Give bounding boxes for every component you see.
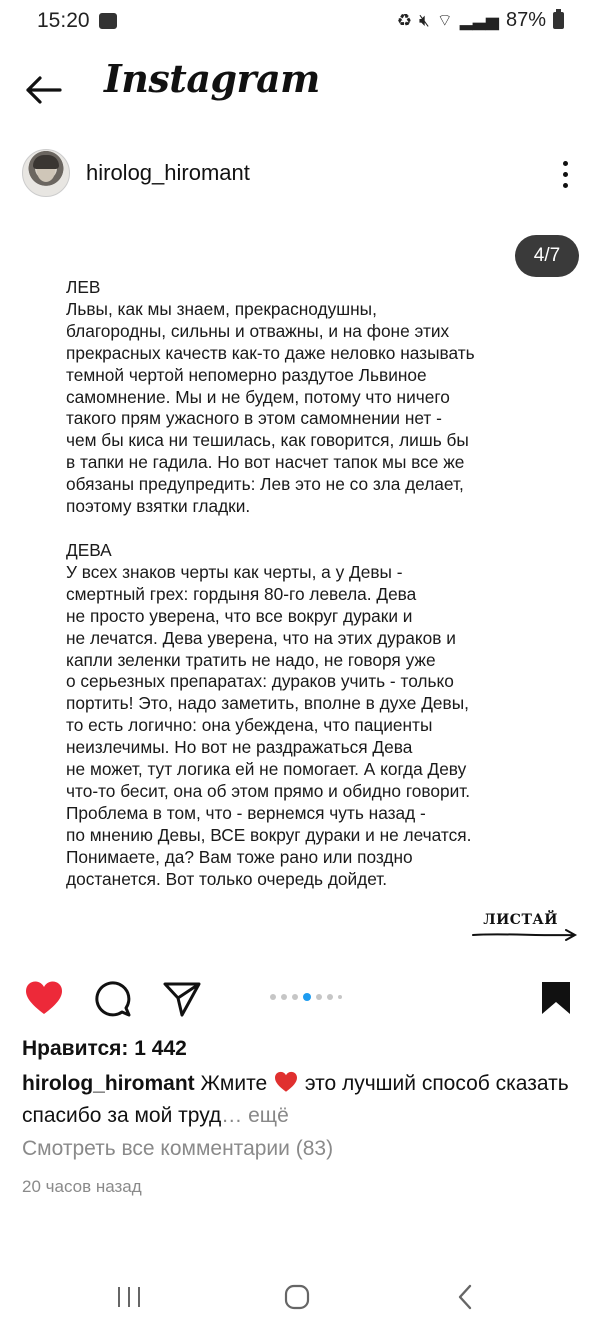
text-line: чем бы киса ни тешилась, как говорится, лишь бы <box>66 430 469 451</box>
section-heading: ДЕВА <box>66 539 112 560</box>
heart-icon[interactable] <box>24 980 64 1016</box>
recent-apps-icon[interactable] <box>116 1285 142 1309</box>
caption-text-start: Жмите <box>200 1072 268 1095</box>
carousel-dot <box>327 994 333 1000</box>
carousel-dot <box>338 995 342 999</box>
post-timestamp: 20 часов назад <box>22 1177 142 1196</box>
heart-emoji-icon <box>273 1071 299 1093</box>
section-heading: ЛЕВ <box>66 277 101 297</box>
text-line: в тапки не гадила. Но вот насчет тапок мы все же <box>66 452 465 473</box>
caption-text-end: это лучший способ сказать спасибо за мой труд <box>22 1072 569 1127</box>
instagram-logo: Instagram <box>104 56 320 101</box>
carousel-dot <box>281 994 287 1000</box>
text-line: самомнение. Мы и не будем, потому что ничего <box>66 386 450 407</box>
avatar-hair <box>33 155 59 169</box>
arrow-left-icon[interactable] <box>22 70 66 110</box>
carousel-dots <box>270 993 342 1001</box>
more-options-icon[interactable] <box>555 158 575 188</box>
text-line: обязаны предупредить: Лев это не со зла делает, <box>66 474 464 495</box>
text-line: смертный грех: гордыня 80-го левела. Дева <box>66 583 417 604</box>
text-line: то есть логично: она убеждена, что пациенты <box>66 715 433 736</box>
home-icon[interactable] <box>283 1283 311 1311</box>
avatar[interactable] <box>22 149 70 197</box>
back-icon[interactable] <box>455 1283 475 1311</box>
text-line: о серьезных препаратах: дураков учить - только <box>66 671 454 692</box>
text-line: прекрасных качеств как-то даже неловко называть <box>66 342 475 363</box>
swipe-label: ЛИСТАЙ <box>483 912 558 928</box>
caption-more-link[interactable]: ещё <box>248 1104 289 1127</box>
battery-percent: 87% <box>505 9 546 31</box>
view-comments-link[interactable]: Смотреть все комментарии (83) <box>22 1137 334 1160</box>
text-line: по мнению Девы, ВСЕ вокруг дураки и не лечатся. <box>66 824 472 845</box>
text-line: Львы, как мы знаем, прекраснодушны, <box>66 298 377 319</box>
section-lev <box>66 277 546 518</box>
text-line: достанется. Вот только очередь дойдет. <box>66 868 388 889</box>
mute-icon: 🔇︎ <box>419 11 430 30</box>
text-line: неизлечимы. Но вот не раздражаться Дева <box>66 737 413 758</box>
swipe-hint <box>470 910 580 944</box>
arrow-right-icon <box>470 928 578 942</box>
text-line: Проблема в том, что - вернемся чуть назад - <box>66 802 426 823</box>
text-line: портить! Это, надо заметить, вполне в духе Девы, <box>66 693 469 714</box>
carousel-dot <box>316 994 322 1000</box>
status-icons <box>397 9 564 32</box>
share-icon[interactable] <box>162 980 202 1018</box>
text-line: такого прям ужасного в этом самомнении нет - <box>66 408 442 429</box>
text-line: поэтому взятки гладки. <box>66 496 251 517</box>
text-line: благородны, сильны и отважны, и на фоне этих <box>66 320 450 341</box>
wifi-icon: ⌔ <box>436 11 453 30</box>
text-line: Понимаете, да? Вам тоже рано или поздно <box>66 846 413 867</box>
battery-icon <box>553 12 564 29</box>
text-line: не просто уверена, что все вокруг дураки и <box>66 605 413 626</box>
comment-icon[interactable] <box>93 980 133 1018</box>
caption <box>22 1068 577 1132</box>
text-line: что-то бесит, она об этом прямо и обидно говорит. <box>66 780 471 801</box>
carousel-dot <box>292 994 298 1000</box>
signal-icon: ▂▃▅ <box>459 11 499 30</box>
post-username[interactable]: hirolog_hiromant <box>86 160 250 185</box>
caption-username[interactable]: hirolog_hiromant <box>22 1072 195 1095</box>
bookmark-icon[interactable] <box>540 980 572 1016</box>
notification-icon: ♻ <box>396 11 413 30</box>
text-line: не лечатся. Дева уверена, что на этих дураков и <box>66 627 456 648</box>
carousel-counter: 4/7 <box>515 235 579 277</box>
post-image-text <box>66 277 546 890</box>
text-line: капли зеленки тратить не надо, не говоря уже <box>66 649 436 670</box>
caption-ellipsis: … <box>221 1104 243 1127</box>
text-line: не может, тут логика ей не помогает. А когда Деву <box>66 759 467 780</box>
text-line: У всех знаков черты как черты, а у Девы - <box>66 561 403 582</box>
gallery-icon <box>99 13 117 29</box>
carousel-dot <box>270 994 276 1000</box>
text-line: темной чертой непомерно раздутое Львиное <box>66 364 427 385</box>
section-deva <box>66 540 546 891</box>
status-time: 15:20 <box>37 9 90 32</box>
likes-count[interactable]: Нравится: 1 442 <box>22 1037 187 1060</box>
carousel-dot <box>303 993 311 1001</box>
